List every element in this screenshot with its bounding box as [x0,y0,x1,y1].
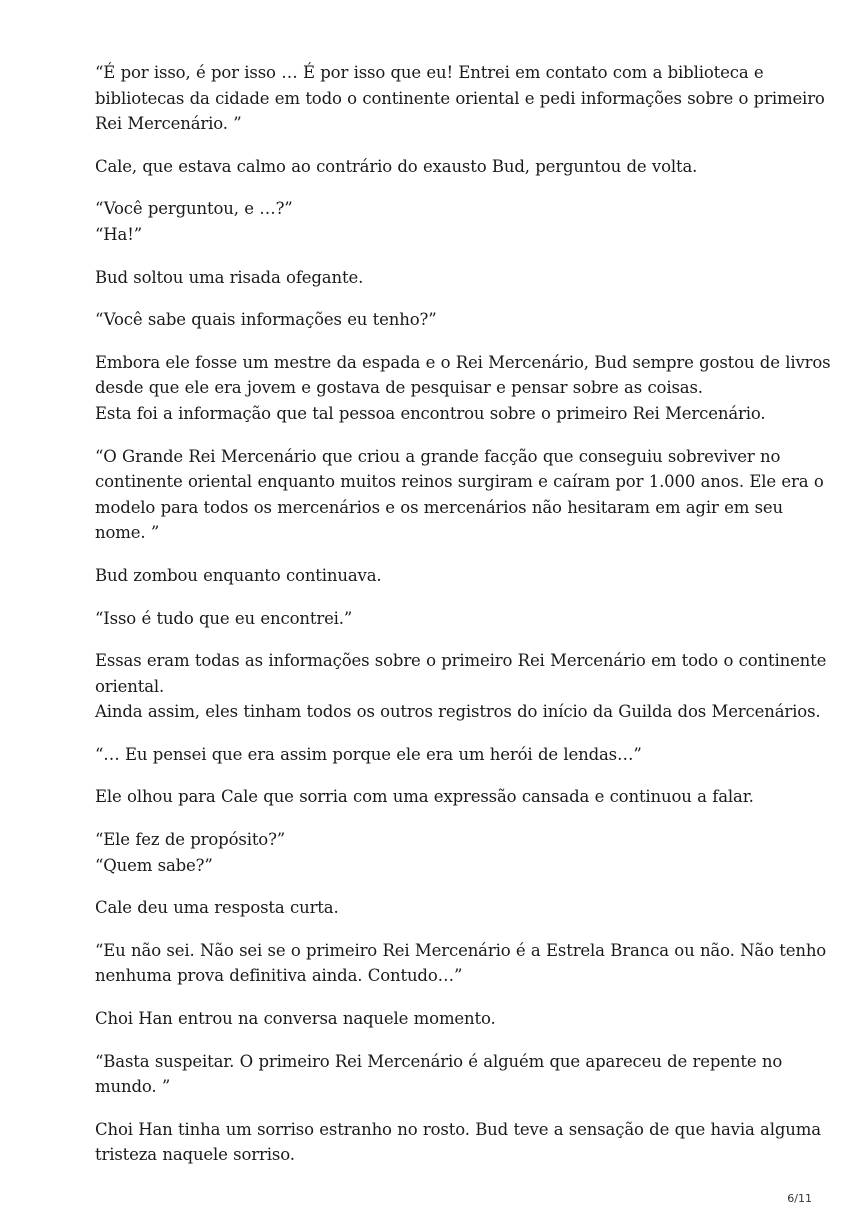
paragraph [95,606,795,632]
text-line: “Basta suspeitar. O primeiro Rei Mercenário é alguém que apareceu de repente no [95,1051,783,1071]
text-line: “Você sabe quais informações eu tenho?” [95,310,437,330]
text-line: bibliotecas da cidade em todo o continente oriental e pedi informações sobre o primeiro [95,88,825,108]
text-line: Bud zombou enquanto continuava. [95,565,382,585]
paragraph [95,1049,795,1100]
text-line: mundo. ” [95,1077,171,1097]
text-line: “… Eu pensei que era assim porque ele era um herói de lendas…” [95,744,642,764]
text-line: “O Grande Rei Mercenário que criou a grande facção que conseguiu sobreviver no [95,446,781,466]
text-line: “Ha!” [95,224,142,244]
paragraph [95,196,795,247]
text-line: “É por isso, é por isso … É por isso que eu! Entrei em contato com a biblioteca e [95,63,764,82]
text-line: Bud soltou uma risada ofegante. [95,267,364,287]
text-line: Esta foi a informação que tal pessoa encontrou sobre o primeiro Rei Mercenário. [95,403,766,423]
text-line: continente oriental enquanto muitos reinos surgiram e caíram por 1.000 anos. Ele era o [95,472,824,492]
paragraph [95,350,831,427]
page-number: 6/11 [787,1192,812,1205]
text-line: “Ele fez de propósito?” [95,830,286,850]
text-line: Essas eram todas as informações sobre o primeiro Rei Mercenário em todo o continente [95,651,827,671]
paragraph [95,1117,821,1168]
paragraph [95,938,827,989]
text-line: “Eu não sei. Não sei se o primeiro Rei Mercenário é a Estrela Branca ou não. Não tenho [95,940,827,960]
paragraph [95,1006,795,1032]
text-line: “Quem sabe?” [95,855,213,875]
paragraph [95,784,795,810]
paragraph [95,154,795,180]
text-line: nome. ” [95,523,160,543]
text-line: Ainda assim, eles tinham todos os outros registros do início da Guilda dos Mercenários. [95,702,821,722]
paragraph [95,444,824,546]
text-line: Cale deu uma resposta curta. [95,898,339,918]
text-line: desde que ele era jovem e gostava de pesquisar e pensar sobre as coisas. [95,378,703,398]
paragraph [95,648,827,725]
paragraph [95,563,795,589]
paragraph [95,307,795,333]
text-line: Choi Han tinha um sorriso estranho no rosto. Bud teve a sensação de que havia alguma [95,1119,821,1139]
document-body [95,60,831,1185]
paragraph [95,265,795,291]
text-line: Embora ele fosse um mestre da espada e o Rei Mercenário, Bud sempre gostou de livros [95,352,831,372]
text-line: Cale, que estava calmo ao contrário do exausto Bud, perguntou de volta. [95,156,698,176]
paragraph [95,827,795,878]
paragraph [95,895,795,921]
text-line: tristeza naquele sorriso. [95,1145,295,1165]
text-line: Choi Han entrou na conversa naquele momento. [95,1009,496,1029]
paragraph [95,742,795,768]
text-line: “Você perguntou, e …?” [95,199,293,219]
paragraph [95,60,825,137]
text-line: oriental. [95,676,165,696]
text-line: nenhuma prova definitiva ainda. Contudo…” [95,966,463,986]
text-line: Rei Mercenário. ” [95,114,242,134]
text-line: Ele olhou para Cale que sorria com uma expressão cansada e continuou a falar. [95,787,754,807]
text-line: modelo para todos os mercenários e os mercenários não hesitaram em agir em seu [95,497,784,517]
text-line: “Isso é tudo que eu encontrei.” [95,608,353,628]
